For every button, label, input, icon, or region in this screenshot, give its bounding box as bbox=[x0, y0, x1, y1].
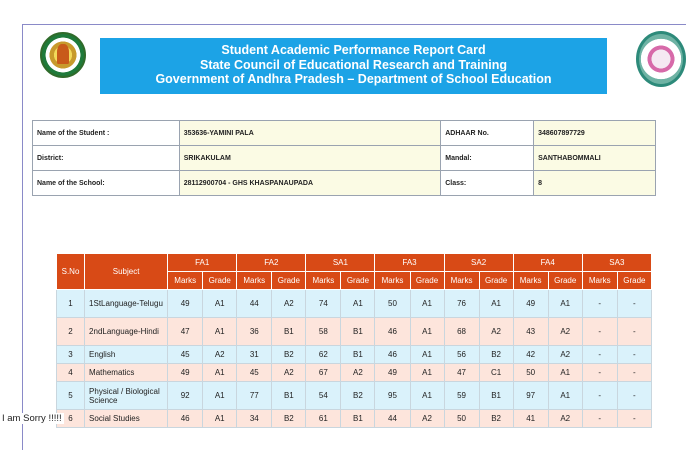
table-row bbox=[57, 290, 652, 318]
scert-seal-icon bbox=[636, 31, 686, 87]
grade-cell: - bbox=[617, 290, 651, 318]
marks-cell: 77 bbox=[237, 382, 272, 410]
marks-cell: 44 bbox=[375, 410, 410, 428]
marks-cell: 41 bbox=[513, 410, 548, 428]
row-subject: 1StLanguage-Telugu bbox=[85, 290, 168, 318]
assessment-header: FA4 bbox=[513, 254, 582, 272]
row-subject: Social Studies bbox=[85, 410, 168, 428]
grade-cell: A1 bbox=[203, 290, 237, 318]
marks-cell: 45 bbox=[168, 346, 203, 364]
marks-cell: 74 bbox=[306, 290, 341, 318]
row-subject: 2ndLanguage-Hindi bbox=[85, 318, 168, 346]
marks-cell: 49 bbox=[168, 290, 203, 318]
mandal-label: Mandal: bbox=[441, 146, 534, 171]
table-row bbox=[57, 318, 652, 346]
school-value: 28112900704 - GHS KHASPANAUPADA bbox=[179, 171, 441, 196]
marks-column-header: Marks bbox=[582, 272, 617, 290]
marks-body bbox=[57, 290, 652, 428]
subject-header: Subject bbox=[85, 254, 168, 290]
student-name-label: Name of the Student : bbox=[33, 121, 180, 146]
grade-cell: A1 bbox=[410, 346, 444, 364]
grade-cell: A2 bbox=[410, 410, 444, 428]
marks-column-header: Marks bbox=[237, 272, 272, 290]
table-row bbox=[57, 382, 652, 410]
marks-cell: - bbox=[582, 290, 617, 318]
grade-cell: A1 bbox=[203, 382, 237, 410]
grade-cell: A2 bbox=[341, 364, 375, 382]
district-value: SRIKAKULAM bbox=[179, 146, 441, 171]
grade-cell: A2 bbox=[203, 346, 237, 364]
grade-cell: A1 bbox=[410, 364, 444, 382]
grade-column-header: Grade bbox=[341, 272, 375, 290]
grade-cell: B1 bbox=[341, 346, 375, 364]
assessment-header: FA1 bbox=[168, 254, 237, 272]
marks-cell: 50 bbox=[375, 290, 410, 318]
marks-cell: - bbox=[582, 410, 617, 428]
grade-cell: A1 bbox=[203, 318, 237, 346]
grade-cell: - bbox=[617, 410, 651, 428]
grade-cell: B2 bbox=[272, 346, 306, 364]
marks-cell: - bbox=[582, 382, 617, 410]
assessment-header: SA1 bbox=[306, 254, 375, 272]
banner-government: Government of Andhra Pradesh – Department of School Education bbox=[155, 72, 552, 86]
banner-title: Student Academic Performance Report Card bbox=[221, 43, 486, 57]
grade-cell: A2 bbox=[272, 364, 306, 382]
marks-column-header: Marks bbox=[513, 272, 548, 290]
district-label: District: bbox=[33, 146, 180, 171]
grade-cell: B2 bbox=[272, 410, 306, 428]
grade-column-header: Grade bbox=[203, 272, 237, 290]
marks-cell: 67 bbox=[306, 364, 341, 382]
marks-cell: 46 bbox=[375, 318, 410, 346]
marks-cell: 50 bbox=[513, 364, 548, 382]
row-sno: 4 bbox=[57, 364, 85, 382]
class-label: Class: bbox=[441, 171, 534, 196]
marks-cell: 47 bbox=[444, 364, 479, 382]
grade-cell: B1 bbox=[479, 382, 513, 410]
grade-cell: B1 bbox=[272, 382, 306, 410]
marks-cell: 61 bbox=[306, 410, 341, 428]
student-name-value: 353636-YAMINI PALA bbox=[179, 121, 441, 146]
marks-cell: 76 bbox=[444, 290, 479, 318]
marks-cell: 49 bbox=[375, 364, 410, 382]
grade-cell: - bbox=[617, 346, 651, 364]
marks-column-header: Marks bbox=[444, 272, 479, 290]
grade-column-header: Grade bbox=[479, 272, 513, 290]
table-row bbox=[57, 346, 652, 364]
row-sno: 3 bbox=[57, 346, 85, 364]
marks-column-header: Marks bbox=[168, 272, 203, 290]
grade-cell: B1 bbox=[341, 318, 375, 346]
sno-header: S.No bbox=[57, 254, 85, 290]
marks-cell: 59 bbox=[444, 382, 479, 410]
row-sno: 6 bbox=[57, 410, 85, 428]
andhra-pradesh-emblem-icon bbox=[40, 32, 86, 78]
grade-cell: A2 bbox=[272, 290, 306, 318]
marks-cell: 43 bbox=[513, 318, 548, 346]
grade-cell: C1 bbox=[479, 364, 513, 382]
banner-council: State Council of Educational Research and Training bbox=[199, 57, 507, 72]
school-label: Name of the School: bbox=[33, 171, 180, 196]
marks-cell: 92 bbox=[168, 382, 203, 410]
grade-cell: A1 bbox=[548, 364, 582, 382]
marks-cell: 42 bbox=[513, 346, 548, 364]
marks-cell: 97 bbox=[513, 382, 548, 410]
marks-header-row bbox=[57, 254, 652, 272]
row-sno: 2 bbox=[57, 318, 85, 346]
district-info-row bbox=[33, 146, 656, 171]
class-value: 8 bbox=[534, 171, 656, 196]
marks-cell: 56 bbox=[444, 346, 479, 364]
grade-cell: A1 bbox=[410, 318, 444, 346]
marks-column-header: Marks bbox=[375, 272, 410, 290]
grade-cell: A2 bbox=[548, 410, 582, 428]
school-info-row bbox=[33, 171, 656, 196]
assessment-header: SA3 bbox=[582, 254, 651, 272]
table-row bbox=[57, 410, 652, 428]
marks-cell: 31 bbox=[237, 346, 272, 364]
mandal-value: SANTHABOMMALI bbox=[534, 146, 656, 171]
grade-column-header: Grade bbox=[617, 272, 651, 290]
report-card-banner bbox=[100, 38, 607, 94]
grade-cell: A2 bbox=[479, 318, 513, 346]
grade-cell: A1 bbox=[341, 290, 375, 318]
grade-cell: - bbox=[617, 364, 651, 382]
grade-cell: A1 bbox=[410, 290, 444, 318]
grade-cell: A1 bbox=[479, 290, 513, 318]
marks-table bbox=[56, 253, 652, 428]
marks-cell: - bbox=[582, 318, 617, 346]
grade-cell: A1 bbox=[203, 364, 237, 382]
marks-cell: 47 bbox=[168, 318, 203, 346]
grade-cell: A1 bbox=[203, 410, 237, 428]
marks-cell: 34 bbox=[237, 410, 272, 428]
marks-cell: 44 bbox=[237, 290, 272, 318]
marks-cell: 58 bbox=[306, 318, 341, 346]
marks-column-header: Marks bbox=[306, 272, 341, 290]
grade-cell: A1 bbox=[548, 382, 582, 410]
grade-cell: B1 bbox=[341, 410, 375, 428]
marks-cell: 50 bbox=[444, 410, 479, 428]
grade-cell: B2 bbox=[479, 410, 513, 428]
aadhaar-value: 348607897729 bbox=[534, 121, 656, 146]
row-subject: Physical / Biological Science bbox=[85, 382, 168, 410]
grade-cell: - bbox=[617, 382, 651, 410]
student-info-table bbox=[32, 120, 656, 196]
grade-cell: A1 bbox=[548, 290, 582, 318]
marks-cell: - bbox=[582, 346, 617, 364]
marks-cell: - bbox=[582, 364, 617, 382]
table-row bbox=[57, 364, 652, 382]
row-sno: 5 bbox=[57, 382, 85, 410]
row-subject: Mathematics bbox=[85, 364, 168, 382]
marks-cell: 36 bbox=[237, 318, 272, 346]
grade-cell: - bbox=[617, 318, 651, 346]
row-subject: English bbox=[85, 346, 168, 364]
aadhaar-label: ADHAAR No. bbox=[441, 121, 534, 146]
marks-cell: 46 bbox=[375, 346, 410, 364]
grade-cell: B1 bbox=[272, 318, 306, 346]
marks-cell: 45 bbox=[237, 364, 272, 382]
grade-column-header: Grade bbox=[410, 272, 444, 290]
marks-cell: 49 bbox=[513, 290, 548, 318]
marks-cell: 95 bbox=[375, 382, 410, 410]
grade-column-header: Grade bbox=[548, 272, 582, 290]
marks-cell: 49 bbox=[168, 364, 203, 382]
row-sno: 1 bbox=[57, 290, 85, 318]
grade-cell: A2 bbox=[548, 346, 582, 364]
assessment-header: SA2 bbox=[444, 254, 513, 272]
grade-cell: A2 bbox=[548, 318, 582, 346]
grade-cell: B2 bbox=[341, 382, 375, 410]
grade-cell: B2 bbox=[479, 346, 513, 364]
student-info-row bbox=[33, 121, 656, 146]
overlay-text: I am Sorry !!!!! bbox=[2, 413, 62, 424]
grade-column-header: Grade bbox=[272, 272, 306, 290]
marks-cell: 54 bbox=[306, 382, 341, 410]
marks-cell: 62 bbox=[306, 346, 341, 364]
grade-cell: A1 bbox=[410, 382, 444, 410]
assessment-header: FA2 bbox=[237, 254, 306, 272]
marks-cell: 68 bbox=[444, 318, 479, 346]
assessment-header: FA3 bbox=[375, 254, 444, 272]
marks-cell: 46 bbox=[168, 410, 203, 428]
